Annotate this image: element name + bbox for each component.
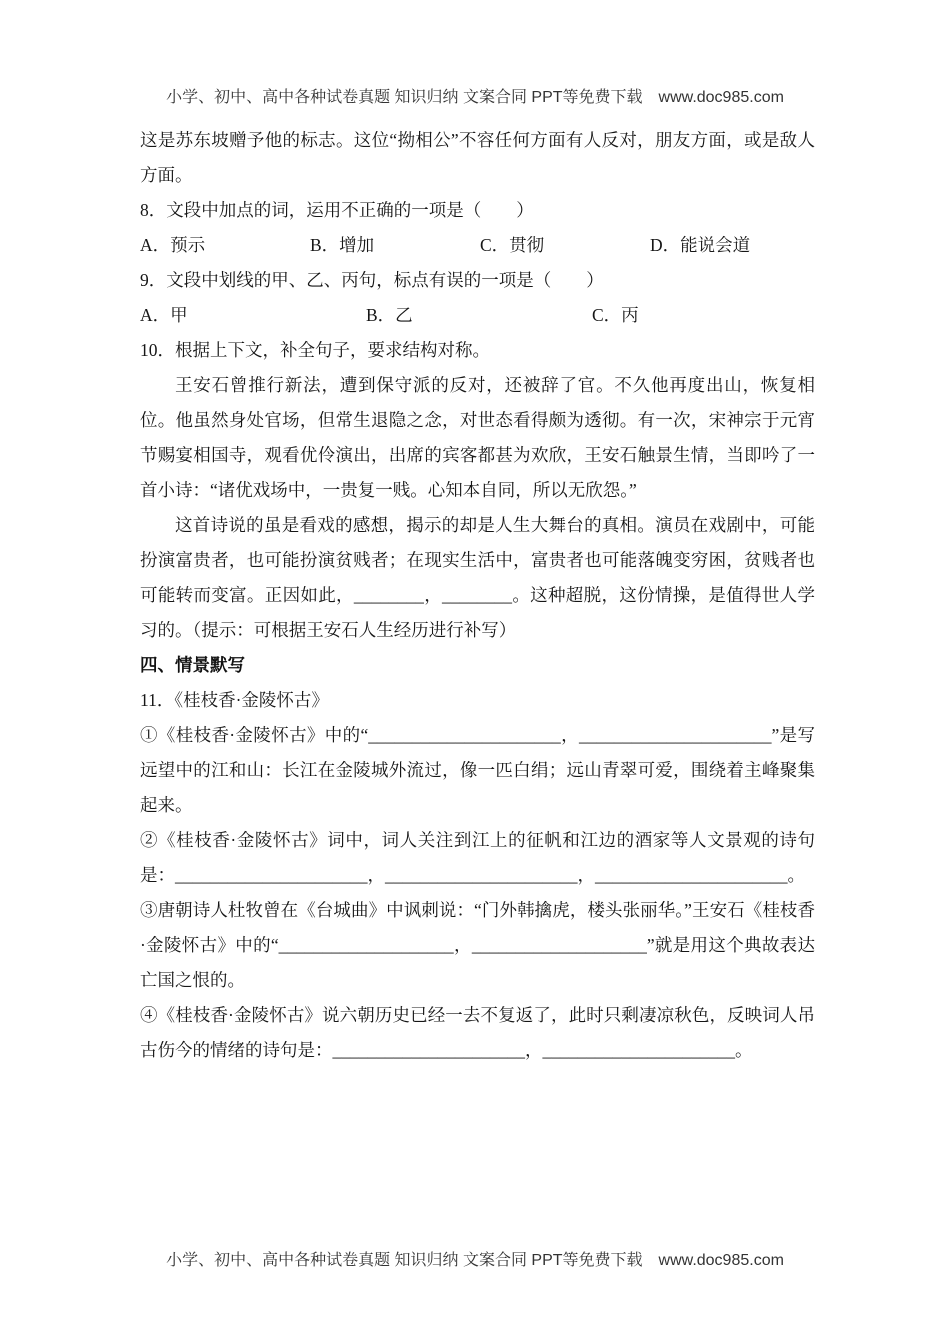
q8-option-b: B．增加 — [310, 235, 375, 255]
page-footer — [0, 1247, 950, 1270]
footer-url: www.doc985.com — [658, 1252, 784, 1269]
page-header — [0, 84, 950, 107]
question-11-item-2: ②《桂枝香·金陵怀古》词中，词人关注到江上的征帆和江边的酒家等人文景观的诗句是：______________________，______________________，______________________。 — [140, 830, 815, 885]
q8-option-c: C．贯彻 — [480, 235, 545, 255]
question-11-item-1: ①《桂枝香·金陵怀古》中的“______________________，______________________”是写远望中的江和山：长江在金陵城外流过，像一匹白绢；远山青翠可爱，围绕着主峰聚集起来。 — [140, 725, 815, 815]
header-url: www.doc985.com — [658, 89, 784, 106]
q8-option-d: D．能说会道 — [650, 235, 751, 255]
question-11-title: 11．《桂枝香·金陵怀古》 — [140, 690, 329, 710]
question-10-paragraph-2: 这首诗说的虽是看戏的感想，揭示的却是人生大舞台的真相。演员在戏剧中，可能扮演富贵者，也可能扮演贫贱者；在现实生活中，富贵者也可能落魄变穷困，贫贱者也可能转而变富。正因如此，________，________。这种超脱，这份情操，是值得世人学习的。（提示：可根据王安石人生经历进行补写） — [140, 515, 815, 640]
footer-text: 小学、初中、高中各种试卷真题 知识归纳 文案合同 PPT等免费下载 — [166, 1252, 643, 1269]
q9-option-a: A．甲 — [140, 305, 188, 325]
exam-content — [140, 123, 815, 1068]
intro-paragraph: 这是苏东坡赠予他的标志。这位“拗相公”不容任何方面有人反对，朋友方面，或是敌人方面。 — [140, 130, 815, 185]
q9-option-c: C．丙 — [592, 305, 639, 325]
question-8-stem: 8．文段中加点的词，运用不正确的一项是（ ） — [140, 200, 534, 220]
question-8-options — [140, 228, 815, 263]
q8-option-a: A．预示 — [140, 235, 206, 255]
section-heading-4: 四、情景默写 — [140, 655, 245, 675]
question-10-stem: 10．根据上下文，补全句子，要求结构对称。 — [140, 340, 490, 360]
question-9-stem: 9．文段中划线的甲、乙、丙句，标点有误的一项是（ ） — [140, 270, 604, 290]
question-11-item-3: ③唐朝诗人杜牧曾在《台城曲》中讽刺说：“门外韩擒虎，楼头张丽华。”王安石《桂枝香·金陵怀古》中的“____________________，____________________”就是用这个典故表达亡国之恨的。 — [140, 900, 815, 990]
question-10-paragraph-1: 王安石曾推行新法，遭到保守派的反对，还被辞了官。不久他再度出山，恢复相位。他虽然身处官场，但常生退隐之念，对世态看得颇为透彻。有一次，宋神宗于元宵节赐宴相国寺，观看优伶演出，出席的宾客都甚为欢欣，王安石触景生情，当即吟了一首小诗：“诸优戏场中，一贵复一贱。心知本自同，所以无欣怨。” — [140, 375, 815, 500]
question-9-options — [140, 298, 815, 333]
header-text: 小学、初中、高中各种试卷真题 知识归纳 文案合同 PPT等免费下载 — [166, 89, 643, 106]
question-11-item-4: ④《桂枝香·金陵怀古》说六朝历史已经一去不复返了，此时只剩凄凉秋色，反映词人吊古伤今的情绪的诗句是：______________________，______________________。 — [140, 1005, 815, 1060]
q9-option-b: B．乙 — [366, 305, 413, 325]
